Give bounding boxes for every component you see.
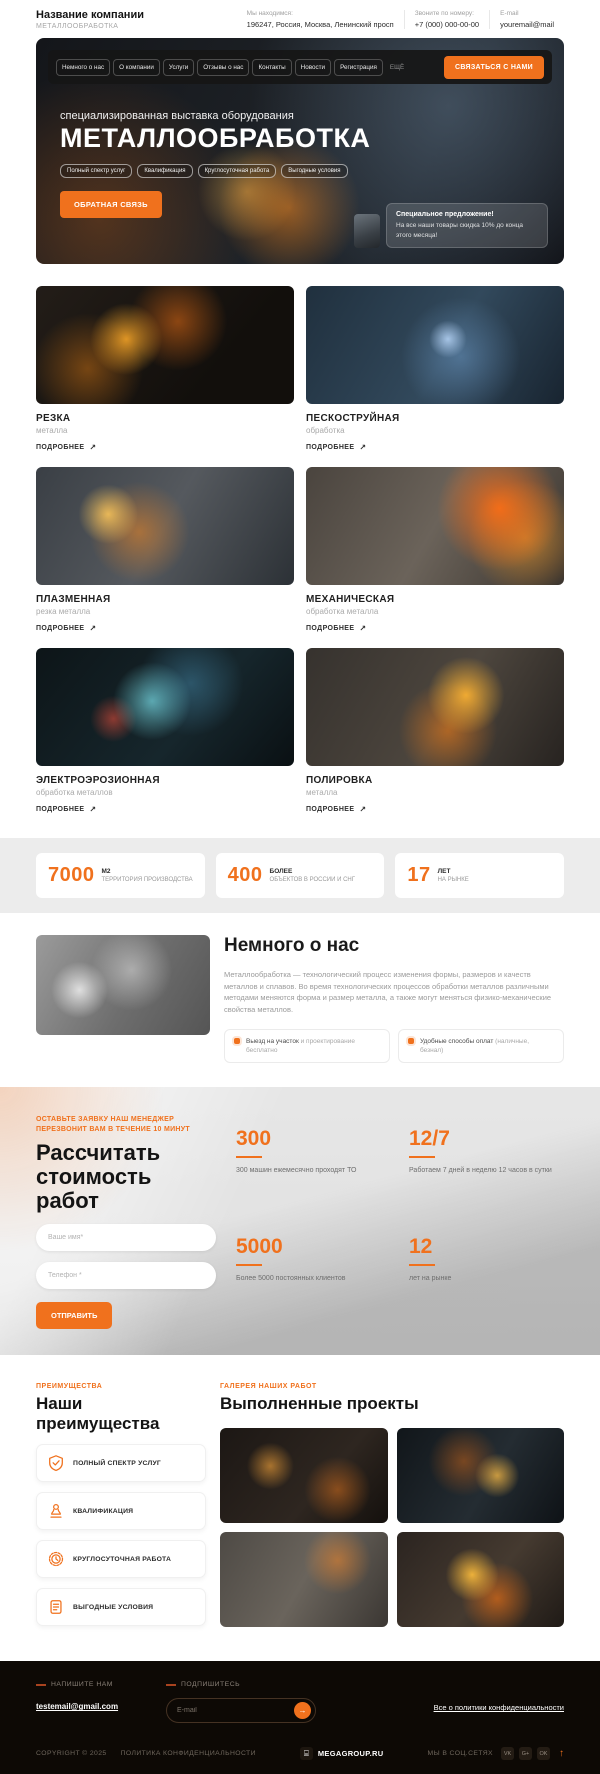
- stat-value: 400: [227, 864, 263, 886]
- service-more-label: ПОДРОБНЕЕ: [36, 806, 85, 813]
- about-text: Металлообработка — технологический процесс изменения формы, размеров и качеств металлов и сплавов. Во время технологических процессов обработки металлов различными методами меняются форма и размер металла, а также могут меняться физико-механические свойства металлов.: [224, 970, 552, 1014]
- service-card: [306, 467, 564, 635]
- calc-stat-caption: Более 5000 постоянных клиентов: [236, 1274, 346, 1282]
- subscribe-submit-button[interactable]: →: [294, 1702, 311, 1719]
- service-title: ПОЛИРОВКА: [306, 775, 373, 786]
- subscribe-form: [166, 1698, 316, 1723]
- submit-button[interactable]: ОТПРАВИТЬ: [36, 1302, 112, 1329]
- subscribe-text: ПОДПИШИТЕСЬ: [181, 1681, 241, 1689]
- orange-dot-icon: [234, 1038, 240, 1044]
- calc-stat-caption: лет на рынке: [409, 1274, 452, 1282]
- orange-underline: [409, 1156, 435, 1158]
- stat-value: 7000: [48, 864, 95, 886]
- footer-top: [36, 1681, 564, 1723]
- nav-item-news[interactable]: Новости: [295, 59, 331, 76]
- nav-item-reviews[interactable]: Отзывы о нас: [197, 59, 249, 76]
- arrow-up-right-icon: ↗: [89, 624, 97, 633]
- service-title: МЕХАНИЧЕСКАЯ: [306, 594, 395, 605]
- advantages-column: [36, 1383, 206, 1627]
- about-title: Немного о нас: [224, 935, 360, 956]
- social-ok-icon[interactable]: OK: [537, 1747, 550, 1760]
- stat-value: 17: [407, 864, 431, 886]
- nav-more-button[interactable]: ЕЩЁ: [389, 63, 405, 71]
- feature-strong: Удобные способы оплат: [420, 1037, 494, 1045]
- email-label: E-mail: [500, 10, 519, 17]
- offer-thumbnail-image: [354, 214, 380, 248]
- service-more-label: ПОДРОБНЕЕ: [306, 444, 355, 451]
- privacy-policy-bottom-link[interactable]: ПОЛИТИКА КОНФИДЕНЦИАЛЬНОСТИ: [120, 1750, 256, 1758]
- stat-card: [36, 853, 205, 898]
- gallery-image[interactable]: [220, 1532, 388, 1627]
- footer-bottom: [36, 1747, 564, 1760]
- service-title: РЕЗКА: [36, 413, 71, 424]
- service-title: ЭЛЕКТРОЭРОЗИОННАЯ: [36, 775, 160, 786]
- projects-gallery: [220, 1428, 564, 1627]
- service-subtitle: обработка металла: [306, 607, 379, 616]
- service-subtitle: обработка: [306, 426, 345, 435]
- stamp-icon: [47, 1502, 65, 1520]
- advantage-label: КВАЛИФИКАЦИЯ: [73, 1507, 134, 1515]
- nav-item-company[interactable]: О компании: [113, 59, 160, 76]
- hero-tag: Круглосуточная работа: [198, 164, 277, 178]
- contact-us-button[interactable]: СВЯЗАТЬСЯ С НАМИ: [444, 56, 544, 79]
- arrow-up-right-icon: ↗: [89, 805, 97, 814]
- email-link[interactable]: youremail@mail: [500, 20, 554, 29]
- feature-rest: (наличные, безнал): [420, 1037, 530, 1054]
- calc-stat: [409, 1235, 564, 1329]
- service-subtitle: металла: [36, 426, 68, 435]
- calc-title: Рассчитать стоимость работ: [36, 1139, 161, 1214]
- stat-caption: ОБЪЕКТОВ В РОССИИ И СНГ: [269, 877, 355, 883]
- hero-tag: Квалификация: [137, 164, 192, 178]
- email-block: [489, 10, 564, 29]
- calc-stat-caption: Работаем 7 дней в неделю 12 часов в сутки: [409, 1166, 552, 1174]
- social-label: МЫ В СОЦ.СЕТЯХ: [427, 1750, 493, 1758]
- advantage-label: ВЫГОДНЫЕ УСЛОВИЯ: [73, 1603, 154, 1611]
- advantage-card[interactable]: [36, 1588, 206, 1626]
- service-image-sandblasting[interactable]: [306, 286, 564, 404]
- service-card: [36, 467, 294, 635]
- services-grid: [0, 286, 600, 816]
- nav-item-services[interactable]: Услуги: [163, 59, 194, 76]
- nav-item-contacts[interactable]: Контакты: [252, 59, 291, 76]
- orange-underline: [236, 1264, 262, 1266]
- phone-label: Звоните по номеру:: [414, 10, 474, 17]
- clock-icon: [47, 1550, 65, 1568]
- gallery-image[interactable]: [220, 1428, 388, 1523]
- offer-card: [386, 203, 548, 248]
- orange-dot-icon: [408, 1038, 414, 1044]
- nav-item-registration[interactable]: Регистрация: [334, 59, 383, 76]
- phone-block: [404, 10, 489, 29]
- arrow-up-right-icon: ↗: [359, 805, 367, 814]
- service-subtitle: обработка металлов: [36, 788, 113, 797]
- service-title: ПЕСКОСТРУЙНАЯ: [306, 413, 400, 424]
- megagroup-name: MEGAGROUP.RU: [317, 1749, 384, 1759]
- social-links: [428, 1747, 564, 1760]
- company-brand: [36, 9, 144, 30]
- calc-stat-caption: 300 машин ежемесячно проходят ТО: [236, 1166, 357, 1174]
- hero-tag: Выгодные условия: [281, 164, 347, 178]
- feature-pill: [224, 1029, 390, 1063]
- advantage-label: ПОЛНЫЙ СПЕКТР УСЛУГ: [73, 1459, 161, 1467]
- gallery-image[interactable]: [397, 1532, 565, 1627]
- write-us-text: НАПИШИТЕ НАМ: [51, 1681, 113, 1689]
- service-image-cutting[interactable]: [36, 286, 294, 404]
- stat-unit: М2: [101, 868, 111, 875]
- calc-stat: [236, 1235, 391, 1329]
- stats-strip: [0, 838, 600, 913]
- service-more-label: ПОДРОБНЕЕ: [36, 444, 85, 451]
- service-more-link[interactable]: [306, 624, 367, 633]
- address-label: Мы находимся:: [246, 10, 293, 17]
- header-contacts: [237, 10, 564, 29]
- about-photo: [36, 935, 210, 1035]
- offer-title: Специальное предложение!: [396, 211, 494, 219]
- write-us-label: [36, 1681, 166, 1688]
- social-vk-icon[interactable]: VK: [501, 1747, 514, 1760]
- service-more-link[interactable]: [306, 443, 367, 452]
- address-block: [237, 10, 404, 29]
- dash-icon: [36, 1684, 46, 1686]
- service-more-label: ПОДРОБНЕЕ: [306, 625, 355, 632]
- advantage-label: КРУГЛОСУТОЧНАЯ РАБОТА: [73, 1555, 172, 1563]
- megagroup-logo-icon: ⌸: [300, 1747, 313, 1760]
- feature-rest: и проектирование бесплатно: [246, 1037, 355, 1054]
- service-title: ПЛАЗМЕННАЯ: [36, 594, 111, 605]
- arrow-up-right-icon: ↗: [359, 443, 367, 452]
- service-card: [306, 648, 564, 816]
- feature-pill: [398, 1029, 564, 1063]
- hero-tags: [60, 164, 370, 178]
- social-gplus-icon[interactable]: G+: [519, 1747, 532, 1760]
- gallery-image[interactable]: [397, 1428, 565, 1523]
- service-more-link[interactable]: [36, 443, 97, 452]
- gallery-column: [220, 1383, 564, 1627]
- arrow-up-right-icon: ↗: [89, 443, 97, 452]
- service-more-label: ПОДРОБНЕЕ: [306, 806, 355, 813]
- service-card: [36, 286, 294, 454]
- company-name: Название компании: [36, 9, 144, 21]
- hero-content: [60, 110, 370, 218]
- privacy-policy-link[interactable]: Все о политики конфиденциальности: [433, 1703, 564, 1713]
- arrow-up-right-icon: ↗: [359, 624, 367, 633]
- special-offer: [354, 203, 548, 248]
- address-value: 196247, Россия, Москва, Ленинский просп: [246, 20, 394, 29]
- advantages-gallery-section: [0, 1355, 600, 1647]
- service-subtitle: металла: [306, 788, 338, 797]
- advantage-card[interactable]: [36, 1540, 206, 1578]
- calc-stat-value: 12/7: [409, 1126, 450, 1150]
- service-image-edm[interactable]: [36, 648, 294, 766]
- service-card: [306, 286, 564, 454]
- calc-stat-value: 5000: [236, 1234, 283, 1258]
- main-nav: [48, 50, 552, 84]
- calc-stat-value: 12: [409, 1234, 433, 1258]
- calc-kicker: ОСТАВЬТЕ ЗАЯВКУ НАШ МЕНЕДЖЕР ПЕРЕЗВОНИТ ВАМ В ТЕЧЕНИЕ 10 МИНУТ: [36, 1115, 191, 1134]
- orange-underline: [236, 1156, 262, 1158]
- cost-calculator-section: [0, 1087, 600, 1356]
- about-section: [0, 913, 600, 1087]
- write-us-block: [36, 1681, 166, 1714]
- service-more-label: ПОДРОБНЕЕ: [36, 625, 85, 632]
- service-more-link[interactable]: [306, 805, 367, 814]
- hero-tag: Полный спектр услуг: [60, 164, 132, 178]
- stat-card: [395, 853, 564, 898]
- advantages-title: Наши преимущества: [36, 1394, 160, 1434]
- hero-kicker: специализированная выставка оборудования: [60, 110, 294, 122]
- scroll-to-top-button[interactable]: ↑: [559, 1748, 564, 1760]
- stat-unit: ЛЕТ: [437, 868, 451, 875]
- checklist-icon: [47, 1598, 65, 1616]
- copyright-text: COPYRIGHT © 2025: [36, 1750, 107, 1758]
- dash-icon: [166, 1684, 176, 1686]
- about-features: [224, 1029, 564, 1063]
- name-input[interactable]: [36, 1224, 216, 1251]
- nav-item-about-us[interactable]: Немного о нас: [56, 59, 110, 76]
- orange-underline: [409, 1264, 435, 1266]
- offer-text: На все наши товары скидка 10% до конца этого месяца!: [396, 222, 524, 239]
- service-more-link[interactable]: [36, 624, 97, 633]
- service-image-plasma[interactable]: [36, 467, 294, 585]
- hero-banner: [36, 38, 564, 264]
- company-subtitle: МЕТАЛЛООБРАБОТКА: [36, 23, 119, 30]
- service-image-mechanical[interactable]: [306, 467, 564, 585]
- advantage-card[interactable]: [36, 1444, 206, 1482]
- stat-caption: НА РЫНКЕ: [437, 877, 469, 883]
- feature-strong: Выезд на участок: [246, 1037, 299, 1045]
- advantage-card[interactable]: [36, 1492, 206, 1530]
- footer-email-link[interactable]: testemail@gmail.com: [36, 1702, 119, 1712]
- subscribe-label: [166, 1681, 336, 1688]
- site-header: [0, 0, 600, 38]
- calc-stat-value: 300: [236, 1126, 272, 1150]
- hero-title: МЕТАЛЛООБРАБОТКА: [60, 123, 371, 153]
- advantages-kicker: ПРЕИМУЩЕСТВА: [36, 1383, 103, 1391]
- stat-unit: БОЛЕЕ: [269, 868, 293, 875]
- megagroup-brand[interactable]: [300, 1747, 384, 1760]
- calc-stat: [236, 1127, 391, 1221]
- calc-stats: [236, 1115, 564, 1330]
- gallery-title: Выполненные проекты: [220, 1394, 419, 1414]
- service-card: [36, 648, 294, 816]
- service-more-link[interactable]: [36, 805, 97, 814]
- stat-card: [216, 853, 385, 898]
- shield-check-icon: [47, 1454, 65, 1472]
- phone-link[interactable]: +7 (000) 000-00-00: [414, 20, 480, 29]
- service-subtitle: резка металла: [36, 607, 91, 616]
- phone-input[interactable]: [36, 1262, 216, 1289]
- stat-caption: ТЕРРИТОРИЯ ПРОИЗВОДСТВА: [101, 877, 193, 883]
- feedback-button[interactable]: ОБРАТНАЯ СВЯЗЬ: [60, 191, 162, 218]
- service-image-polishing[interactable]: [306, 648, 564, 766]
- site-footer: [0, 1661, 600, 1774]
- gallery-kicker: ГАЛЕРЕЯ НАШИХ РАБОТ: [220, 1383, 317, 1391]
- subscribe-block: [166, 1681, 336, 1723]
- calc-stat: [409, 1127, 564, 1221]
- subscribe-email-input[interactable]: [177, 1707, 294, 1714]
